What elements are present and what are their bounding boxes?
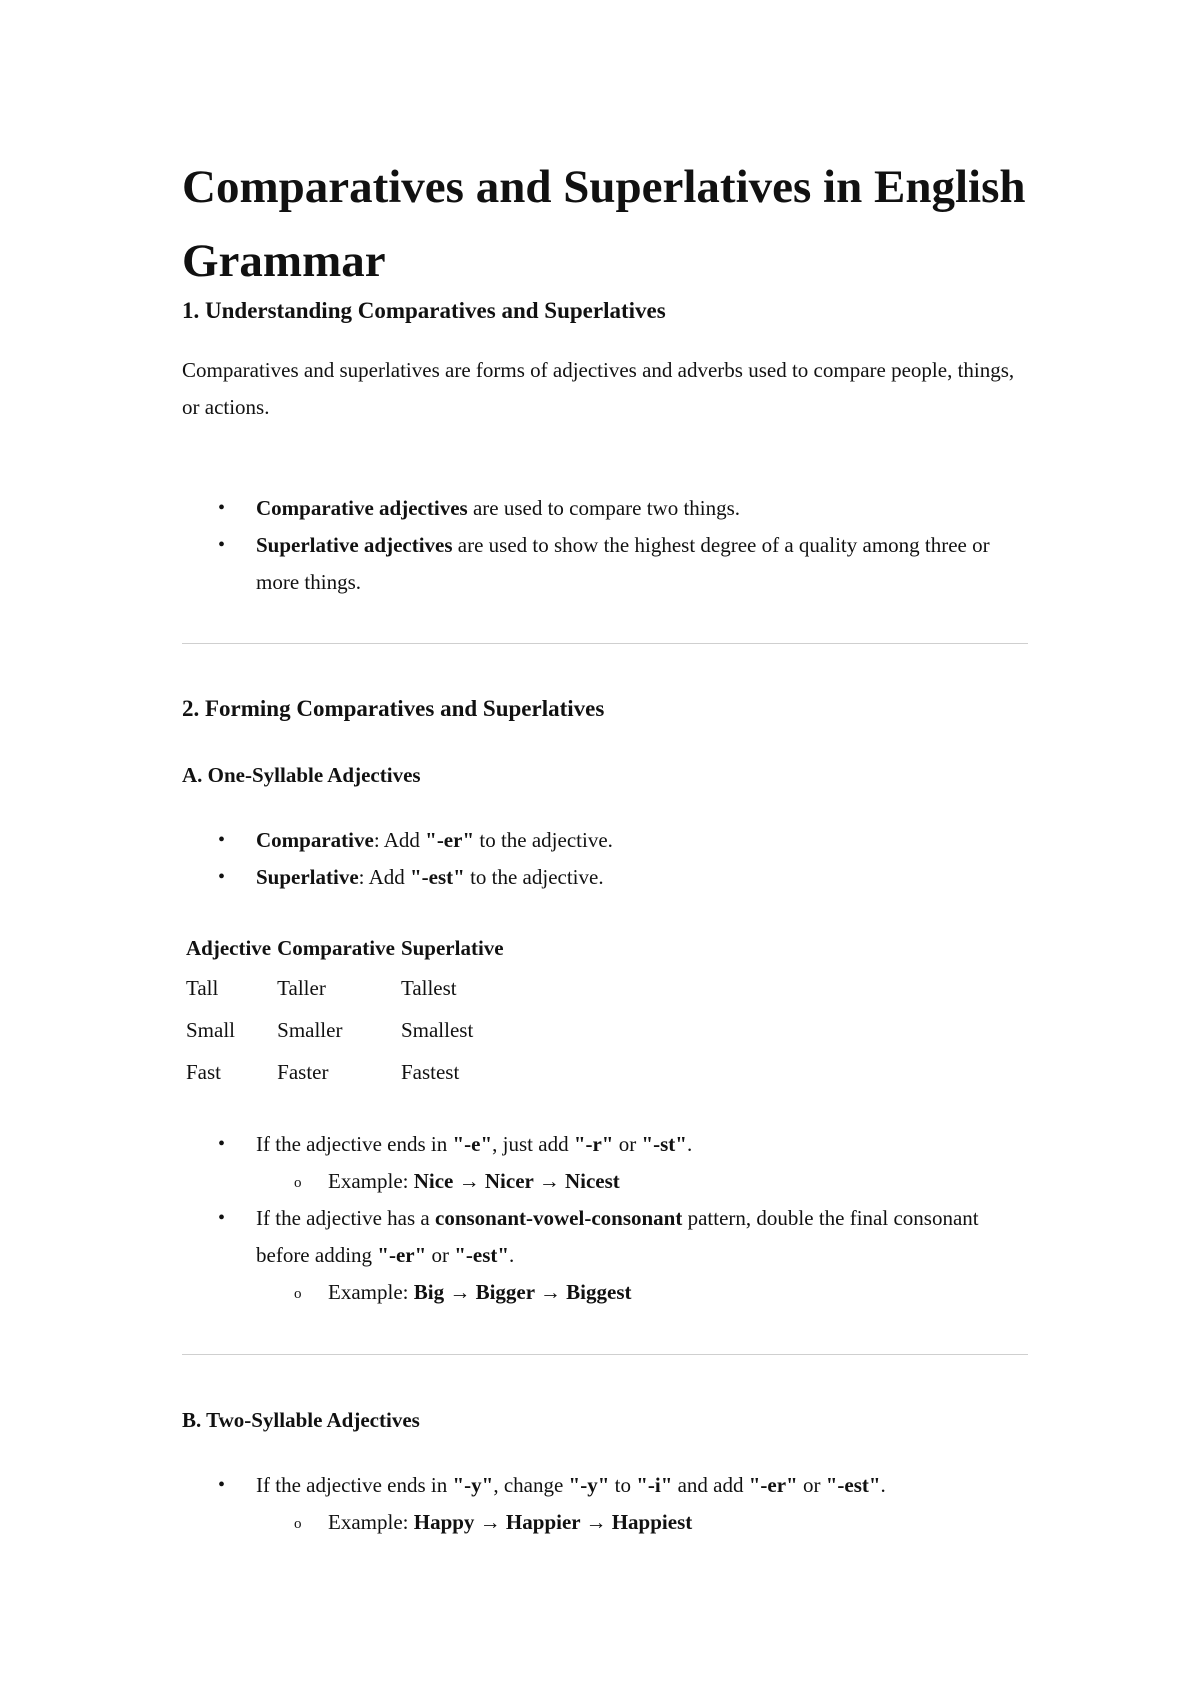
table-cell: Tall bbox=[186, 975, 219, 1000]
divider bbox=[182, 643, 1028, 644]
table-cell: Small bbox=[186, 1017, 236, 1042]
adjective-table bbox=[186, 929, 510, 1093]
example-item: o Example: Nice → Nicer → Nicest bbox=[182, 1163, 1028, 1200]
table-cell: Taller bbox=[277, 975, 326, 1000]
list-item: • If the adjective ends in "-y", change "-y" to "-i" and add "-er" or "-est". bbox=[182, 1467, 1028, 1504]
list-item: • Superlative adjectives are used to show the highest degree of a quality among three or more things. bbox=[182, 527, 1028, 601]
table-row bbox=[186, 1009, 510, 1051]
section-1-heading: 1. Understanding Comparatives and Superlatives bbox=[182, 298, 666, 323]
column-header: Adjective bbox=[186, 935, 272, 960]
section-2-heading: 2. Forming Comparatives and Superlatives bbox=[182, 696, 605, 721]
table-cell: Faster bbox=[277, 1059, 329, 1084]
subsection-b-heading: B. Two-Syllable Adjectives bbox=[182, 1408, 420, 1432]
section-1-intro: Comparatives and superlatives are forms of adjectives and adverbs used to compare people, things, or actions. bbox=[182, 358, 1015, 419]
table-header-row bbox=[186, 929, 510, 967]
subsection-a-heading: A. One-Syllable Adjectives bbox=[182, 763, 421, 787]
list-item: • Comparative: Add "-er" to the adjective. bbox=[182, 822, 1028, 859]
table-row bbox=[186, 967, 510, 1009]
table-row bbox=[186, 1051, 510, 1093]
divider bbox=[182, 1354, 1028, 1355]
example-item: o Example: Big → Bigger → Biggest bbox=[182, 1274, 1028, 1311]
subsection-a-rules bbox=[182, 1126, 1028, 1311]
column-header: Comparative bbox=[277, 935, 395, 960]
list-item: • Comparative adjectives are used to compare two things. bbox=[182, 490, 1028, 527]
table-cell: Smaller bbox=[277, 1017, 343, 1042]
section-1-list bbox=[182, 490, 1028, 601]
column-header: Superlative bbox=[400, 935, 504, 960]
table-cell: Fastest bbox=[400, 1059, 460, 1084]
list-item: • Superlative: Add "-est" to the adjective. bbox=[182, 859, 1028, 896]
table-cell: Tallest bbox=[400, 975, 457, 1000]
list-item: • If the adjective ends in "-e", just add "-r" or "-st". bbox=[182, 1126, 1028, 1163]
example-item: o Example: Happy → Happier → Happiest bbox=[182, 1504, 1028, 1541]
subsection-b-rules bbox=[182, 1467, 1028, 1541]
table-cell: Fast bbox=[186, 1059, 222, 1084]
subsection-a-list bbox=[182, 822, 1028, 896]
list-item: • If the adjective has a consonant-vowel-consonant pattern, double the final consonant before adding "-er" or "-est". bbox=[182, 1200, 1028, 1274]
table-cell: Smallest bbox=[400, 1017, 474, 1042]
page-title: Comparatives and Superlatives in English Grammar bbox=[182, 161, 1026, 287]
